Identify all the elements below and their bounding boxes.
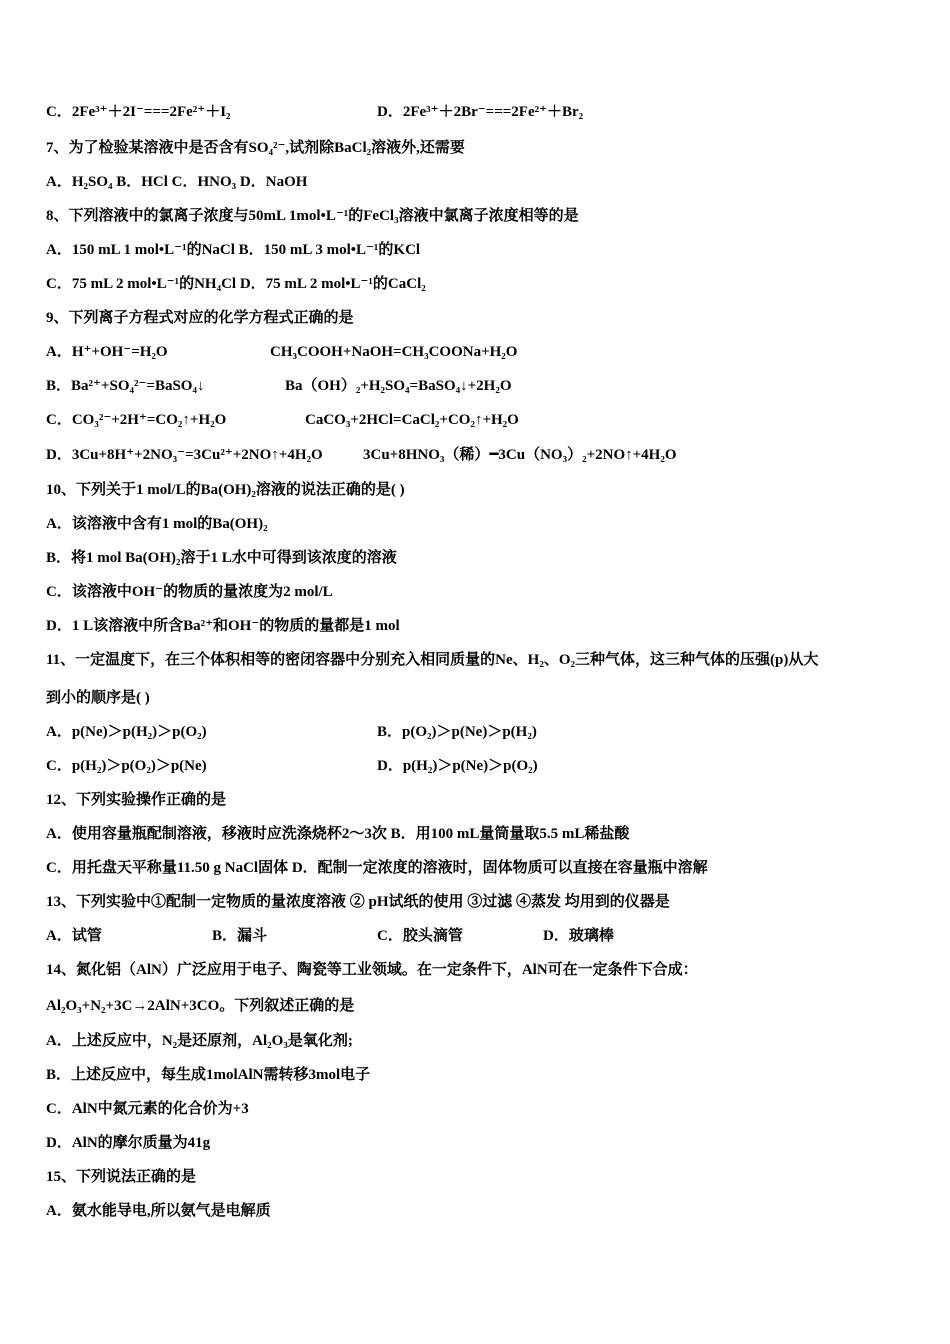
- q13-option-a: A．试管: [46, 928, 102, 944]
- q14-option-a: A．上述反应中，N₂是还原剂，Al₂O₃是氧化剂;: [46, 1033, 353, 1049]
- q8-options-ab: A．150 mL 1 mol•L⁻¹的NaCl B．150 mL 3 mol•L⁻¹的KCl: [46, 242, 421, 258]
- q8-stem: 8、下列溶液中的氯离子浓度与50mL 1mol•L⁻¹的FeCl₃溶液中氯离子浓度相等的是: [46, 208, 579, 224]
- q14-stem-line1: 14、氮化铝（AlN）广泛应用于电子、陶瓷等工业领域。在一定条件下，AlN可在一定条件下合成：: [46, 962, 698, 978]
- q10-stem: 10、下列关于1 mol/L的Ba(OH)₂溶液的说法正确的是( ): [46, 482, 405, 498]
- q14-option-d: D．AlN的摩尔质量为41g: [46, 1135, 211, 1151]
- q14-stem-line2: Al₂O₃+N₂+3C→2AlN+3CO。下列叙述正确的是: [46, 998, 355, 1014]
- q11-option-b: B．p(O₂)＞p(Ne)＞p(H₂): [377, 724, 537, 740]
- q9-stem: 9、下列离子方程式对应的化学方程式正确的是: [46, 310, 354, 326]
- q9-option-c-ionic: C．CO₃²⁻+2H⁺=CO₂↑+H₂O: [46, 412, 227, 428]
- q7-stem: 7、为了检验某溶液中是否含有SO₄²⁻,试剂除BaCl₂溶液外,还需要: [46, 140, 465, 156]
- q11-stem-line1: 11、一定温度下，在三个体积相等的密闭容器中分别充入相同质量的Ne、H₂、O₂三种气体，这三种气体的压强(p)从大: [46, 652, 819, 668]
- q9-option-a-ionic: A．H⁺+OH⁻=H₂O: [46, 344, 168, 360]
- q10-option-d: D．1 L该溶液中所含Ba²⁺和OH⁻的物质的量都是1 mol: [46, 618, 400, 634]
- q15-stem: 15、下列说法正确的是: [46, 1169, 197, 1185]
- q11-option-a: A．p(Ne)＞p(H₂)＞p(O₂): [46, 724, 207, 740]
- q12-stem: 12、下列实验操作正确的是: [46, 792, 227, 808]
- q12-options-ab: A．使用容量瓶配制溶液，移液时应洗涤烧杯2～3次 B．用100 mL量筒量取5.5 mL稀盐酸: [46, 826, 630, 842]
- q10-option-a: A．该溶液中含有1 mol的Ba(OH)₂: [46, 516, 268, 532]
- q8-options-cd: C．75 mL 2 mol•L⁻¹的NH₄Cl D．75 mL 2 mol•L⁻¹的CaCl₂: [46, 276, 426, 292]
- q9-option-b-equation: Ba（OH）₂+H₂SO₄=BaSO₄↓+2H₂O: [285, 378, 512, 394]
- q9-option-b-ionic: B．Ba²⁺+SO₄²⁻=BaSO₄↓: [46, 378, 205, 394]
- q9-option-a-equation: CH₃COOH+NaOH=CH₃COONa+H₂O: [270, 344, 518, 360]
- q12-options-cd: C．用托盘天平称量11.50 g NaCl固体 D．配制一定浓度的溶液时，固体物质可以直接在容量瓶中溶解: [46, 860, 708, 876]
- q6-option-c: C．2Fe³⁺＋2I⁻===2Fe²⁺＋I₂: [46, 104, 231, 120]
- q11-stem-line2: 到小的顺序是( ): [46, 690, 150, 706]
- q11-option-d: D．p(H₂)＞p(Ne)＞p(O₂): [377, 758, 538, 774]
- q9-option-d-equation: 3Cu+8HNO₃（稀）━3Cu（NO₃）₂+2NO↑+4H₂O: [363, 447, 677, 463]
- q9-option-d-ionic: D．3Cu+8H⁺+2NO₃⁻=3Cu²⁺+2NO↑+4H₂O: [46, 447, 323, 463]
- q14-option-c: C．AlN中氮元素的化合价为+3: [46, 1101, 249, 1117]
- q10-option-b: B．将1 mol Ba(OH)₂溶于1 L水中可得到该浓度的溶液: [46, 550, 397, 566]
- q9-option-c-equation: CaCO₃+2HCl=CaCl₂+CO₂↑+H₂O: [305, 412, 519, 428]
- q13-stem: 13、下列实验中①配制一定物质的量浓度溶液 ② pH试纸的使用 ③过滤 ④蒸发 均用到的仪器是: [46, 894, 670, 910]
- q13-option-d: D．玻璃棒: [543, 928, 614, 944]
- q13-option-c: C．胶头滴管: [377, 928, 463, 944]
- q6-option-d: D．2Fe³⁺＋2Br⁻===2Fe²⁺＋Br₂: [377, 104, 584, 120]
- q10-option-c: C．该溶液中OH⁻的物质的量浓度为2 mol/L: [46, 584, 333, 600]
- q7-options: A．H₂SO₄ B．HCl C．HNO₃ D．NaOH: [46, 174, 308, 190]
- q11-option-c: C．p(H₂)＞p(O₂)＞p(Ne): [46, 758, 207, 774]
- q13-option-b: B．漏斗: [212, 928, 268, 944]
- q15-option-a: A．氨水能导电,所以氨气是电解质: [46, 1203, 271, 1219]
- q14-option-b: B．上述反应中，每生成1molAlN需转移3mol电子: [46, 1067, 371, 1083]
